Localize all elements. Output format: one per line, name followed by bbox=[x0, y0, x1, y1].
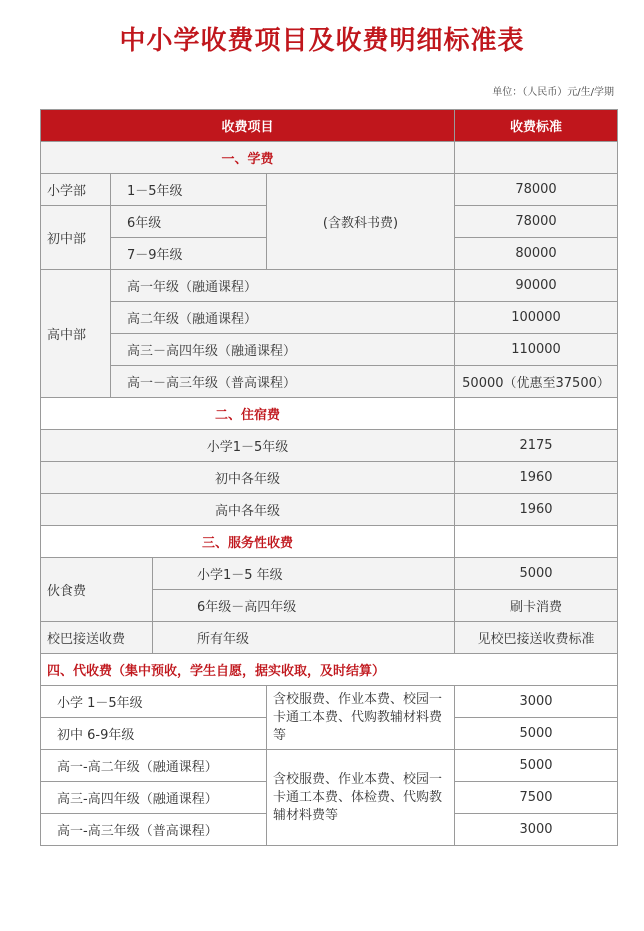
fee-value: 5000 bbox=[455, 558, 618, 590]
dept-label: 初中部 bbox=[41, 206, 111, 270]
fee-value: 3000 bbox=[455, 814, 618, 846]
grade-label: 7－9年级 bbox=[111, 238, 267, 270]
grade-label: 所有年级 bbox=[153, 622, 455, 654]
bus-label: 校巴接送收费 bbox=[41, 622, 153, 654]
fee-value: 90000 bbox=[455, 270, 618, 302]
grade-label: 6年级 bbox=[111, 206, 267, 238]
table-row bbox=[41, 462, 618, 494]
header-item: 收费项目 bbox=[41, 110, 455, 142]
grade-label: 高一-高三年级（普高课程） bbox=[41, 814, 267, 846]
fee-value: 5000 bbox=[455, 750, 618, 782]
fee-value: 2175 bbox=[455, 430, 618, 462]
textbook-note: (含教科书费) bbox=[267, 174, 455, 270]
table-row bbox=[41, 174, 618, 206]
table-row bbox=[41, 750, 618, 782]
section-title-boarding: 二、住宿费 bbox=[41, 398, 455, 430]
grade-label: 高中各年级 bbox=[41, 494, 455, 526]
table-row bbox=[41, 334, 618, 366]
section-row bbox=[41, 654, 618, 686]
fee-value: 5000 bbox=[455, 718, 618, 750]
page-title: 中小学收费项目及收费明细标准表 bbox=[119, 26, 525, 56]
fee-value: 100000 bbox=[455, 302, 618, 334]
grade-label: 高一年级（融通课程） bbox=[111, 270, 455, 302]
grade-label: 小学 1－5年级 bbox=[41, 686, 267, 718]
fee-value: 7500 bbox=[455, 782, 618, 814]
section-empty-cell bbox=[455, 398, 618, 430]
fee-value: 1960 bbox=[455, 494, 618, 526]
grade-label: 高二年级（融通课程） bbox=[111, 302, 455, 334]
table-row bbox=[41, 302, 618, 334]
grade-label: 高三－高四年级（融通课程） bbox=[111, 334, 455, 366]
table-row bbox=[41, 270, 618, 302]
fee-value: 80000 bbox=[455, 238, 618, 270]
section-row bbox=[41, 398, 618, 430]
dept-label: 小学部 bbox=[41, 174, 111, 206]
unit-note: 单位：（人民币）元/生/学期 bbox=[492, 87, 614, 98]
grade-label: 高一-高二年级（融通课程） bbox=[41, 750, 267, 782]
agency-note: 含校服费、作业本费、校园一卡通工本费、体检费、代购教辅材料费等 bbox=[267, 750, 455, 846]
section-title-agency: 四、代收费（集中预收，学生自愿，据实收取，及时结算） bbox=[41, 654, 618, 686]
section-empty-cell bbox=[455, 526, 618, 558]
table-row bbox=[41, 366, 618, 398]
grade-label: 小学1－5年级 bbox=[41, 430, 455, 462]
table-row bbox=[41, 430, 618, 462]
agency-note: 含校服费、作业本费、校园一卡通工本费、代购教辅材料费等 bbox=[267, 686, 455, 750]
fee-value: 1960 bbox=[455, 462, 618, 494]
table-row bbox=[41, 686, 618, 718]
table-row bbox=[41, 622, 618, 654]
table-row bbox=[41, 558, 618, 590]
fee-value: 78000 bbox=[455, 206, 618, 238]
fee-table bbox=[40, 109, 618, 846]
meal-label: 伙食费 bbox=[41, 558, 153, 622]
grade-label: 初中 6-9年级 bbox=[41, 718, 267, 750]
header-standard: 收费标准 bbox=[455, 110, 618, 142]
fee-value: 50000（优惠至37500） bbox=[455, 366, 618, 398]
section-title-tuition: 一、学费 bbox=[41, 142, 455, 174]
fee-value: 刷卡消费 bbox=[455, 590, 618, 622]
section-row bbox=[41, 526, 618, 558]
table-row bbox=[41, 494, 618, 526]
fee-value: 3000 bbox=[455, 686, 618, 718]
grade-label: 高三-高四年级（融通课程） bbox=[41, 782, 267, 814]
grade-label: 高一－高三年级（普高课程） bbox=[111, 366, 455, 398]
grade-label: 小学1－5 年级 bbox=[153, 558, 455, 590]
fee-value: 110000 bbox=[455, 334, 618, 366]
section-title-service: 三、服务性收费 bbox=[41, 526, 455, 558]
dept-label: 高中部 bbox=[41, 270, 111, 398]
fee-value: 见校巴接送收费标准 bbox=[455, 622, 618, 654]
grade-label: 6年级－高四年级 bbox=[153, 590, 455, 622]
grade-label: 1－5年级 bbox=[111, 174, 267, 206]
section-row bbox=[41, 142, 618, 174]
grade-label: 初中各年级 bbox=[41, 462, 455, 494]
fee-value: 78000 bbox=[455, 174, 618, 206]
table-header-row bbox=[41, 110, 618, 142]
section-empty-cell bbox=[455, 142, 618, 174]
